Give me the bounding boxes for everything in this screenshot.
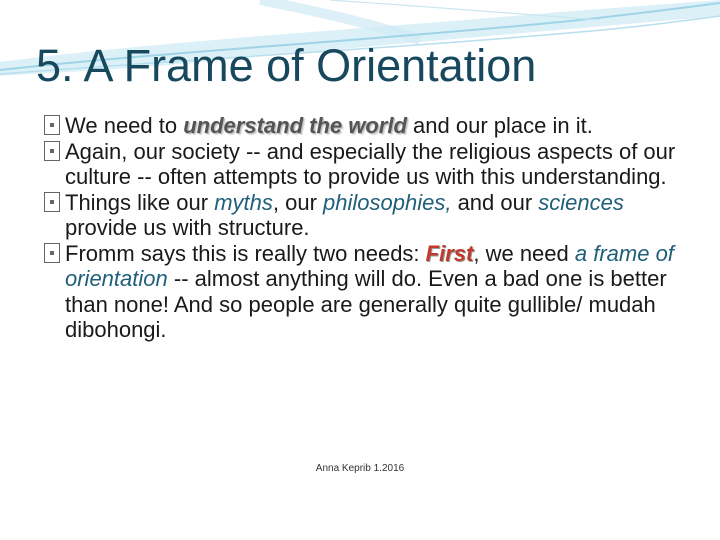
bullet-text-segment: and our place in it. bbox=[406, 113, 593, 138]
bullet-text-segment: Things like our bbox=[65, 189, 215, 215]
slide-title: 5. A Frame of Orientation bbox=[36, 40, 537, 91]
bullet-text-segment: myths bbox=[214, 189, 273, 215]
bullet-list bbox=[44, 113, 684, 343]
bullet-text-segment: Again, our society -- and especially the religious aspects of our culture -- often attempts to provide us with this understanding. bbox=[65, 138, 676, 189]
bullet-item bbox=[44, 139, 684, 190]
bullet-item bbox=[44, 190, 684, 241]
bullet-item bbox=[44, 113, 684, 139]
bullet-text-segment: First bbox=[425, 240, 474, 266]
bullet-box-icon bbox=[44, 192, 60, 212]
bullet-text-segment: Fromm says this is really two needs: bbox=[65, 240, 426, 266]
bullet-text-segment: -- almost anything will do. Even a bad one is better than none! And so people are generally quite gullible/ mudah dibohongi. bbox=[65, 266, 667, 342]
bullet-box-icon bbox=[44, 141, 60, 161]
bullet-box-icon bbox=[44, 115, 60, 135]
bullet-text-segment: and our bbox=[451, 189, 539, 215]
bullet-text-segment: , we need bbox=[473, 240, 575, 266]
bullet-text-segment: a frame of orientation bbox=[65, 240, 674, 291]
bullet-text-segment: sciences bbox=[538, 189, 624, 215]
bullet-text-segment: philosophies, bbox=[323, 189, 452, 215]
bullet-text-segment: understand the world bbox=[183, 113, 407, 138]
bullet-text-segment: provide us with structure. bbox=[65, 215, 310, 240]
footer-text: Anna Keprib 1.2016 bbox=[315, 463, 405, 474]
bullet-item bbox=[44, 241, 684, 343]
bullet-box-icon bbox=[44, 243, 60, 263]
bullet-text-segment: We need to bbox=[65, 113, 184, 138]
bullet-text-segment: , our bbox=[272, 189, 324, 215]
